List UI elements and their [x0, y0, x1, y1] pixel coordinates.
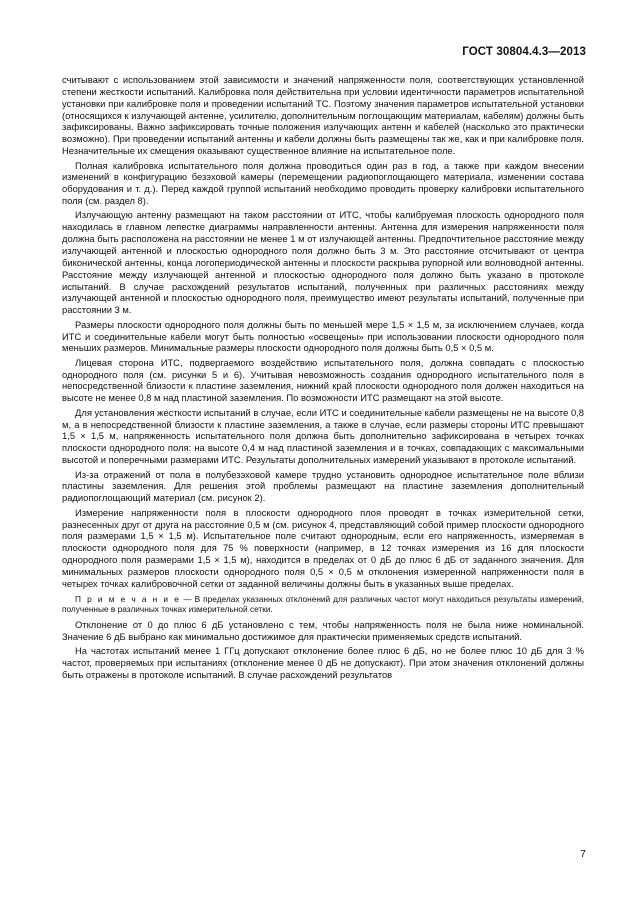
- page-number: 7: [580, 848, 586, 860]
- paragraph: Для установления жесткости испытаний в случае, если ИТС и соединительные кабели размещены не на высоте 0,8 м, а в непосредственной близости к пластине заземления, а также в случае, если размеры стороны ИТС превышают 1,5 × 1,5 м, напряженность испытательного поля должна быть дополнительно зафиксирована в четырех точках плоскости однородного поля: на высоте 0,4 м над пластиной заземления и в точках, совпадающих с максимальными высотой и поперечными размерами ИТС. Результаты дополнительных измерений указывают в протоколе испытаний.: [62, 406, 584, 466]
- document-header: ГОСТ 30804.4.3—2013: [462, 46, 586, 58]
- paragraph: Излучающую антенну размещают на таком расстоянии от ИТС, чтобы калибруемая плоскость однородного поля находилась в главном лепестке диаграммы направленности антенны. Антенна для измерения напряженности поля должна быть расположена на расстоянии не менее 1 м от излучающей антенны. Предпочтительное расстояние между излучающей антенной и плоскостью однородного поля должно быть 3 м. Это расстояние отсчитывают от центра биконической антенны, конца логопериодической антенны и плоскости раскрыва рупорной или волноводной антенны. Расстояние между излучающей антенной и плоскостью однородного поля должно быть указано в протоколе испытаний. В случае расхождений результатов испытаний, полученных при различных расстояниях между излучающей антенной и плоскостью однородного поля, преимущество имеют результаты испытаний, полученные при расстоянии 3 м.: [62, 209, 584, 316]
- paragraph: считывают с использованием этой зависимости и значений напряженности поля, соответствующих установленной степени жесткости испытаний. Калибровка поля действительна при условии идентичности параметров испытательной установки при калибровке поля и проведении испытаний ТС. Поэтому значения параметров испытательной установки (относящихся к излучающей антенне, усилителю, дополнительным поглощающим материалам, кабелям) должны быть зафиксированы. Важно зафиксировать точные положения излучающих антенн и кабелей (насколько это практически возможно). При проведении испытаний антенны и кабели должны быть размещены так же, как и при калибровке поля. Незначительные их смещения оказывают существенное влияние на испытательное поле.: [62, 74, 584, 157]
- paragraph: Отклонение от 0 до плюс 6 дБ установлено с тем, чтобы напряженность поля не была ниже номинальной. Значение 6 дБ выбрано как минимально достижимое для практически применяемых средств испытаний.: [62, 618, 584, 642]
- document-body: [62, 74, 584, 683]
- note-label: П р и м е ч а н и е: [75, 593, 181, 604]
- note-text: — В пределах указанных отклонений для различных частот могут находиться результаты измерений, полученные в различных точках измерительной сетки.: [62, 593, 584, 615]
- paragraph: На частотах испытаний менее 1 ГГц допускают отклонение более плюс 6 дБ, но не более плюс 10 дБ для 3 % частот, проверяемых при испытаниях (отклонение менее 0 дБ не допускают). При этом значения отклонений должны быть отражены в протоколе испытаний. В случае расхождений результатов: [62, 645, 584, 680]
- paragraph: Полная калибровка испытательного поля должна проводиться один раз в год, а также при каждом внесении изменений в конфигурацию безэховой камеры (перемещении радиопоглощающего материала, изменении состава оборудования и т. д.). Перед каждой группой испытаний необходимо проводить проверку калибровки испытательного поля (см. раздел 8).: [62, 159, 584, 207]
- paragraph: Размеры плоскости однородного поля должны быть по меньшей мере 1,5 × 1,5 м, за исключением случаев, когда ИТС и соединительные кабели могут быть полностью «освещены» при использовании плоскости однородного поля меньших размеров. Минимальные размеры плоскости однородного поля должны быть 0,5 × 0,5 м.: [62, 318, 584, 354]
- paragraph: Лицевая сторона ИТС, подвергаемого воздействию испытательного поля, должна совпадать с плоскостью однородного поля (см. рисунки 5 и 6). Учитывая невозможность создания однородного испытательного поля в непосредственной близости к пластине заземления, нижний край плоскости однородного поля должен находиться на высоте не менее 0,8 м над пластиной заземления. По возможности ИТС размещают на этой высоте.: [62, 356, 584, 404]
- paragraph: Из-за отражений от пола в полубезэховой камере трудно установить однородное испытательное поле вблизи пластины заземления. Для решения этой проблемы размещают на пластине заземления дополнительный радиопоглощающий материал (см. рисунок 2).: [62, 468, 584, 504]
- note: [62, 594, 584, 615]
- paragraph: Измерение напряженности поля в плоскости однородного плоя проводят в точках измерительной сетки, разнесенных друг от друга на расстояние 0,5 м (см. рисунок 4, представляющий собой пример плоскости однородного поля размерами 1,5 × 1,5 м). Испытательное поле считают однородным, если его напряженность, измеряемая в плоскости однородного поля для 75 % поверхности (например, в 12 точках измерения из 16 для плоскости однородного поля размерами 1,5 × 1,5 м), находится в пределах от 0 дБ до плюс 6 дБ от заданного значения. Для минимальных размеров плоскости однородного поля 0,5 × 0,5 м отклонения измеренной напряженности поля в четырех точках калибровочной сетки от заданной величины должны быть в указанных выше пределах.: [62, 506, 584, 589]
